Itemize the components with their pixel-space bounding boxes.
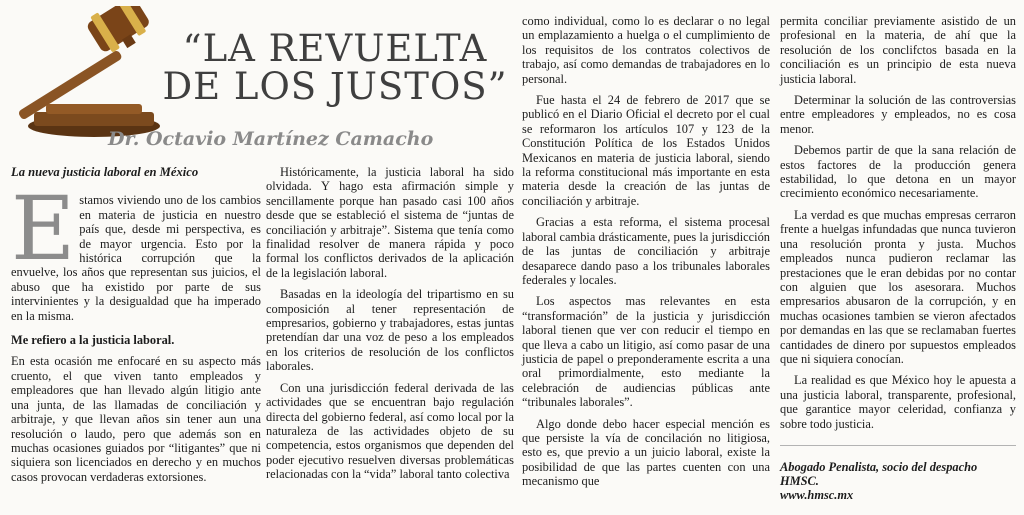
paragraph: permita conciliar previamente asistido de un profesional en la materia, de ahí que la resolución de los conclifctos basada en la conciliación es un principio de esta nueva justicia laboral. <box>780 14 1016 86</box>
article-header <box>0 0 515 158</box>
paragraph: Con una jurisdicción federal derivada de las actividades que se encuentran bajo regulación directa del gobierno federal, así como local por la naturaleza de las actividades objeto de su competencia, estos organismos que dependen del poder ejecutivo resuelven diversas problemáticas relacionadas con la “vida” laboral tanto colectiva <box>266 380 514 482</box>
paragraph: Históricamente, la justicia laboral ha sido olvidada. Y hago esta afirmación simple y sencillamente porque han pasado casi 100 años desde que se estableció el sistema de “juntas de conciliación y arbitraje”. Sistema que tenía como finalidad resolver de manera rápida y poco formal los conflictos derivados de la aplicación de la legislación laboral. <box>266 165 514 280</box>
paragraph: La verdad es que muchas empresas cerraron frente a huelgas infundadas que nunca tuvieron una resolución pronta y justa. Muchos empleados nunca pudieron reclamar las prestaciones que le eran debidas por no contar con alguien que los asesorara. Muchos empresarios abusaron de la corrupción, y en muchas ocasiones tambien se vieron afectados por demandas en las que se reclamaban fuertes cantidades de dinero por supuestos empleados que ni siquiera conocían. <box>780 207 1016 366</box>
column-2 <box>266 165 514 482</box>
paragraph: Basadas en la ideología del tripartismo en su composición al tener representación de empresarios, gobierno y trabajadores, estas juntas pretendían dar una voz de peso a los empleados en los criterios de resolución de los conflictos laborales. <box>266 287 514 374</box>
paragraph: como individual, como lo es declarar o no legal un emplazamiento a huelga o el cumplimiento de los requisitos de los contratos colectivos de trabajo, así como demandas de trabajadores en lo personal. <box>522 14 770 86</box>
paragraph: Gracias a esta reforma, el sistema procesal laboral cambia drásticamente, pues la jurisdicción de las juntas de conciliación y arbitraje desaparece dando paso a los tribunales laborales federales y locales. <box>522 215 770 287</box>
signature-website[interactable]: www.hmsc.mx <box>780 488 854 502</box>
paragraph: Los aspectos mas relevantes en esta “transformación” de la justicia y jurisdicción laboral tienen que ver con reducir el tiempo en que lleva a cabo un litigio, así como pasar de una justicia de papel o preponderamente escrita a una oral primordialmente, esto mediante la celebración de audiencias públicas ante “tribunales laborales”. <box>522 294 770 410</box>
paragraph: La realidad es que México hoy le apuesta a una justicia laboral, transparente, profesional, que garantice mayor celeridad, confianza y sobre todo justicia. <box>780 373 1016 431</box>
signature-divider <box>780 445 1016 446</box>
title-line-2: DE LOS JUSTOS” <box>162 65 508 108</box>
column-1 <box>11 165 261 484</box>
article-title <box>155 27 515 108</box>
title-line-1: “LA REVUELTA <box>182 27 488 70</box>
paragraph: Fue hasta el 24 de febrero de 2017 que se publicó en el Diario Oficial el decreto por el cual se reformaron los artículos 107 y 123 de la Constitución Política de los Estados Unidos Mexicanos en materia de justicia laboral, siendo la reforma constitucional más importante en esta materia desde la creación de las juntas de conciliación y arbitraje. <box>522 93 770 208</box>
section-title: La nueva justicia laboral en México <box>11 165 199 179</box>
intro-text: stamos viviendo uno de los cambios en materia de justicia en nuestro país que, desde mi perspectiva, es de mayor urgencia. Esto por la histórica corrupción que la envuelve, los años que representan sus juicios, el abuso que ha existido por parte de sus intervinientes y la desigualdad que ha imperado en la misma. <box>11 193 261 323</box>
paragraph: Debemos partir de que la sana relación de estos factores de la producción genera estabilidad, lo que detona en un mayor crecimiento económico necesariamente. <box>780 143 1016 201</box>
column-3 <box>522 14 770 489</box>
paragraph: Algo donde debo hacer especial mención es que persiste la vía de concilación no litigiosa, esto es, que previo a un juicio laboral, existe la posibilidad de que las partes cuenten con una mecanismo que <box>522 416 770 489</box>
signature-credentials: Abogado Penalista, socio del despacho HMSC. <box>780 460 978 488</box>
author-byline: Dr. Octavio Martínez Camacho <box>108 128 434 150</box>
column-4 <box>780 14 1016 431</box>
intro-paragraph <box>11 177 261 323</box>
subheading: Me refiero a la justicia laboral. <box>11 333 175 348</box>
paragraph: Determinar la solución de las controversias entre empleadores y empleados, no es cosa menor. <box>780 93 1016 136</box>
paragraph: En esta ocasión me enfocaré en su aspecto más cruento, el que viven tanto empleados y empleadores que han llevado algún litigio ante una junta, de las llamadas de conciliación y arbitraje, y que llevan años sin tener aun una resolución o laudo, pero que además son en muchas ocasiones guiados por “litigantes” que ni siquiera son licenciados en derecho y en muchos casos provocan verdaderas extorsiones. <box>11 354 261 484</box>
drop-cap: E <box>11 177 76 281</box>
gavel-icon <box>6 6 166 141</box>
author-signature <box>780 460 1016 502</box>
